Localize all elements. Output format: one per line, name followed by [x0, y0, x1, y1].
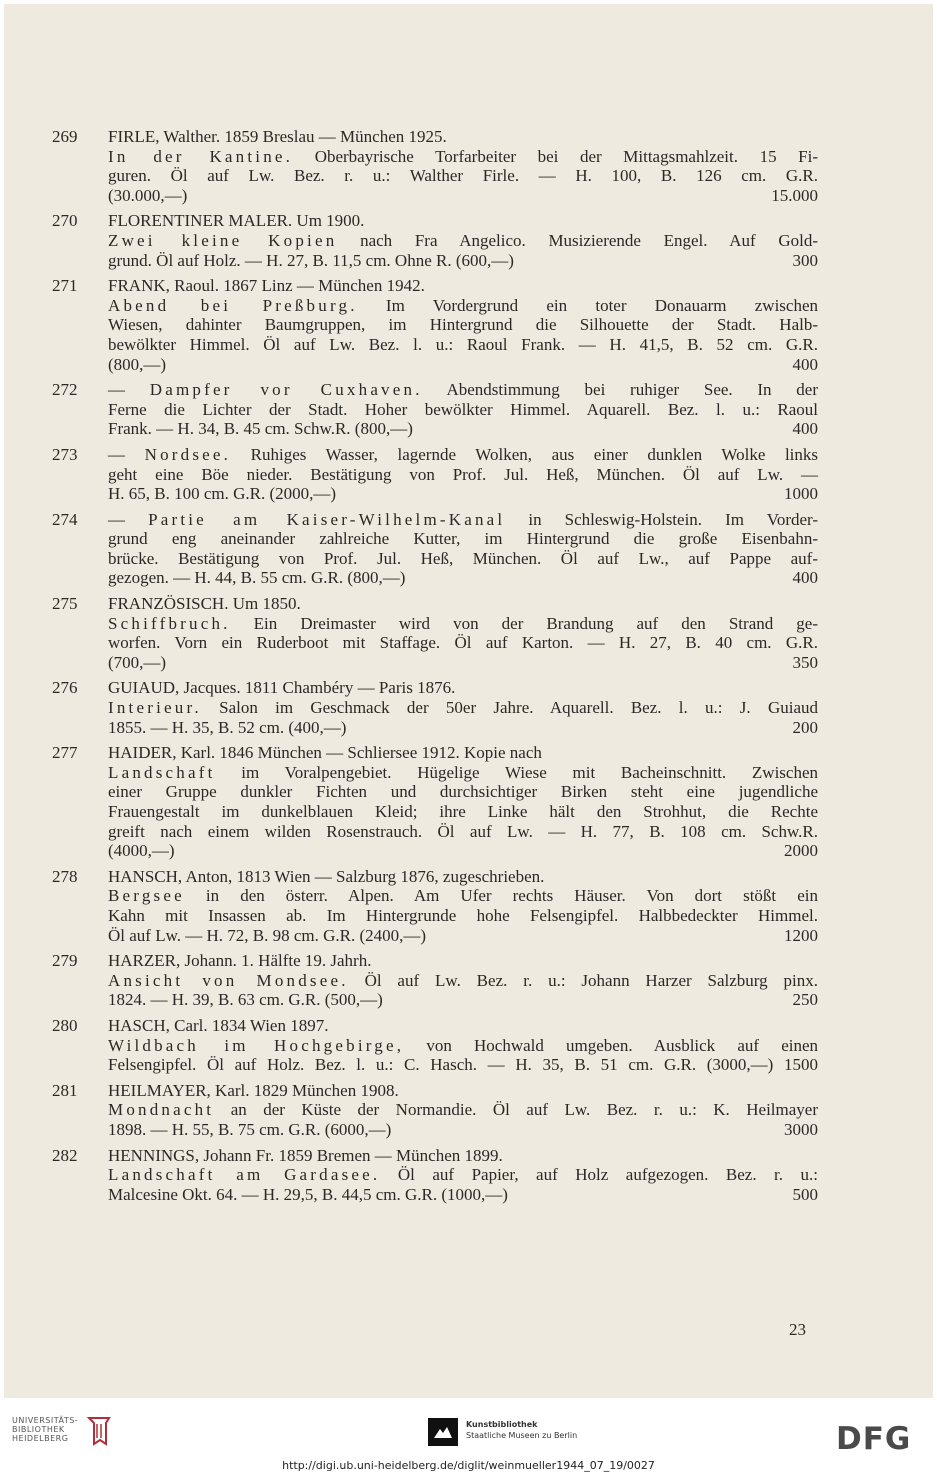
- line-text: [108, 568, 405, 588]
- line-text: [108, 782, 818, 801]
- text-fragment: FRANK, Raoul. 1867 Linz — München 1942.: [108, 276, 425, 296]
- entry-line: [108, 529, 818, 549]
- text-fragment: Oberbayrische Torfarbeiter bei der Mittagsmahlzeit. 15 Fi-: [293, 146, 818, 166]
- entry-heading: [108, 678, 818, 698]
- entry-text: [108, 510, 818, 588]
- line-text: [108, 906, 818, 925]
- line-text: [108, 678, 455, 697]
- text-fragment: Frank. — H. 34, B. 45 cm. Schw.R. (800,—): [108, 419, 413, 439]
- line-text: [108, 211, 364, 230]
- catalog-entry: [52, 867, 818, 945]
- entry-line: [108, 971, 818, 991]
- entry-number: 271: [52, 276, 78, 296]
- entry-number: 275: [52, 594, 78, 614]
- entry-line: [108, 1185, 818, 1205]
- entry-heading: [108, 1016, 818, 1036]
- estimate-price: 1000: [784, 484, 818, 504]
- entry-heading: [108, 211, 818, 231]
- artwork-title: Zwei kleine Kopien: [108, 230, 338, 250]
- entry-line: [108, 802, 818, 822]
- text-fragment: 1855. — H. 35, B. 52 cm. (400,—): [108, 717, 347, 737]
- line-text: [108, 1146, 503, 1165]
- entry-number: 273: [52, 444, 78, 464]
- line-text: [108, 1036, 818, 1055]
- text-fragment: Kahn mit Insassen ab. Im Hintergrunde hohe Felsengipfel. Halbbedeckter Himmel.: [108, 905, 818, 925]
- catalog-entry: [52, 380, 818, 439]
- line-text: [108, 186, 187, 206]
- catalog-entry: [52, 594, 818, 672]
- estimate-price: 250: [792, 990, 818, 1010]
- text-fragment: (800,—): [108, 354, 167, 374]
- entry-line: [108, 166, 818, 186]
- entry-heading: [108, 594, 818, 614]
- estimate-price: 200: [792, 717, 818, 737]
- entry-line: [108, 841, 818, 861]
- entry-line: [108, 886, 818, 906]
- entry-line: [108, 1120, 818, 1140]
- estimate-price: 500: [792, 1184, 818, 1204]
- artwork-title: Abend bei Preßburg.: [108, 295, 358, 315]
- line-text: [108, 594, 301, 613]
- entry-line: [108, 549, 818, 569]
- text-fragment: HANSCH, Anton, 1813 Wien — Salzburg 1876, zugeschrieben.: [108, 866, 545, 886]
- kunstbibliothek-label: [466, 1419, 577, 1441]
- text-fragment: H. 65, B. 100 cm. G.R. (2000,—): [108, 484, 337, 504]
- entry-line: [108, 296, 818, 316]
- entry-line: [108, 1165, 818, 1185]
- catalog-entry: [52, 445, 818, 504]
- artwork-title: Bergsee: [108, 886, 185, 906]
- estimate-price: 300: [792, 250, 818, 270]
- entry-line: [108, 782, 818, 802]
- line-text: [108, 276, 425, 295]
- artwork-title: Ansicht von Mondsee.: [108, 970, 349, 990]
- text-fragment: guren. Öl auf Lw. Bez. r. u.: Walther Firle. — H. 100, B. 126 cm. G.R.: [108, 166, 818, 186]
- text-fragment: FRANZÖSISCH. Um 1850.: [108, 594, 301, 614]
- text-fragment: gezogen. — H. 44, B. 55 cm. G.R. (800,—): [108, 568, 406, 588]
- catalog-list: [52, 127, 818, 1210]
- text-fragment: —: [108, 444, 145, 464]
- catalog-entry: [52, 211, 818, 270]
- entry-line: [108, 633, 818, 653]
- entry-text: [108, 1146, 818, 1205]
- entry-text: [108, 743, 818, 861]
- entry-line: [108, 380, 818, 400]
- entry-number: 276: [52, 678, 78, 698]
- text-fragment: HARZER, Johann. 1. Hälfte 19. Jahrh.: [108, 951, 372, 971]
- footer-bar: [0, 1400, 937, 1473]
- line-text: [108, 802, 818, 821]
- estimate-price: 400: [792, 568, 818, 588]
- line-text: [108, 510, 818, 529]
- line-text: [108, 380, 818, 399]
- line-text: [108, 1120, 391, 1140]
- entry-number: 270: [52, 211, 78, 231]
- kunstbibliothek-name: Kunstbibliothek: [466, 1420, 538, 1429]
- university-logo-line: HEIDELBERG: [12, 1434, 69, 1443]
- entry-line: [108, 147, 818, 167]
- text-fragment: grund eng aneinander zahlreiche Kutter, im Hintergrund die große Eisenbahn-: [108, 529, 818, 549]
- university-logo-line: UNIVERSITÄTS-: [12, 1416, 79, 1425]
- line-text: [108, 951, 371, 970]
- kunstbibliothek-logo-icon[interactable]: [428, 1418, 458, 1446]
- text-fragment: HEILMAYER, Karl. 1829 München 1908.: [108, 1080, 399, 1100]
- text-fragment: Frauengestalt im dunkelblauen Kleid; ihre Linke hält den Strohhut, die Rechte: [108, 802, 818, 821]
- line-text: [108, 926, 426, 946]
- catalog-page: [4, 4, 933, 1398]
- text-fragment: (30.000,—): [108, 185, 188, 205]
- entry-heading: [108, 127, 818, 147]
- entry-number: 277: [52, 743, 78, 763]
- artwork-title: Interieur.: [108, 698, 202, 718]
- estimate-price: 1200: [784, 925, 818, 945]
- line-text: [108, 419, 413, 439]
- entry-heading: [108, 1081, 818, 1101]
- university-library-logo[interactable]: [12, 1416, 78, 1443]
- dfg-logo[interactable]: DFG: [836, 1421, 912, 1457]
- kunstbibliothek-subtitle: Staatliche Museen zu Berlin: [466, 1431, 578, 1440]
- text-fragment: —: [108, 509, 149, 529]
- artwork-title: Partie am Kaiser-Wilhelm-Kanal: [148, 509, 506, 529]
- entry-number: 269: [52, 127, 78, 146]
- entry-line: [108, 763, 818, 783]
- entry-text: [108, 951, 818, 1010]
- entry-number: 272: [52, 380, 78, 400]
- text-fragment: an der Küste der Normandie. Öl auf Lw. Bez. r. u.: K. Heilmayer: [214, 1100, 818, 1120]
- entry-line: [108, 718, 818, 738]
- text-fragment: von Hochwald umgeben. Ausblick auf einen: [404, 1035, 819, 1055]
- line-text: [108, 166, 818, 185]
- entry-text: [108, 276, 818, 374]
- line-text: [108, 147, 818, 166]
- line-text: [108, 315, 818, 334]
- line-text: [108, 886, 818, 905]
- line-text: [108, 549, 818, 568]
- estimate-price: 2000: [784, 841, 818, 861]
- catalog-entry: [52, 951, 818, 1010]
- line-text: [108, 1100, 818, 1119]
- text-fragment: nach Fra Angelico. Musizierende Engel. Auf Gold-: [337, 230, 818, 250]
- entry-number: 279: [52, 951, 78, 971]
- entry-line: [108, 231, 818, 251]
- text-fragment: in Schleswig-Holstein. Im Vorder-: [505, 509, 819, 529]
- entry-heading: [108, 276, 818, 296]
- entry-heading: [108, 1146, 818, 1166]
- line-text: [108, 231, 818, 250]
- line-text: [108, 763, 818, 782]
- text-fragment: geht eine Böe nieder. Bestätigung von Prof. Jul. Heß, München. Öl auf Lw. —: [108, 464, 818, 484]
- entry-heading: [108, 951, 818, 971]
- entry-line: [108, 186, 818, 206]
- entry-line: [108, 510, 818, 530]
- permalink-url[interactable]: http://digi.ub.uni-heidelberg.de/diglit/weinmueller1944_07_19/0027: [282, 1459, 655, 1472]
- text-fragment: HAIDER, Karl. 1846 München — Schliersee 1912. Kopie nach: [108, 743, 542, 763]
- entry-heading: [108, 867, 818, 887]
- text-fragment: grund. Öl auf Holz. — H. 27, B. 11,5 cm. Ohne R. (600,—): [108, 250, 514, 270]
- entry-line: [108, 990, 818, 1010]
- entry-line: [108, 419, 818, 439]
- line-text: [108, 822, 818, 841]
- line-text: [108, 484, 336, 504]
- entry-line: [108, 1055, 818, 1075]
- entry-heading: [108, 743, 818, 763]
- entry-text: [108, 127, 818, 205]
- line-text: [108, 296, 818, 315]
- entry-line: [108, 698, 818, 718]
- text-fragment: 1824. — H. 39, B. 63 cm. G.R. (500,—): [108, 990, 383, 1010]
- estimate-price: 400: [792, 419, 818, 439]
- catalog-entry: [52, 127, 818, 205]
- text-fragment: Ferne die Lichter der Stadt. Hoher bewölkter Himmel. Aquarell. Bez. l. u.: Raoul: [108, 399, 818, 419]
- line-text: [108, 841, 175, 861]
- artwork-title: In der Kantine.: [108, 146, 294, 166]
- text-fragment: FIRLE, Walther. 1859 Breslau — München 1925.: [108, 127, 447, 146]
- catalog-entry: [52, 276, 818, 374]
- text-fragment: Öl auf Lw. — H. 72, B. 98 cm. G.R. (2400,—): [108, 925, 427, 945]
- entry-text: [108, 380, 818, 439]
- artwork-title: Nordsee.: [144, 444, 232, 464]
- university-logo-line: BIBLIOTHEK: [12, 1425, 65, 1434]
- line-text: [108, 251, 514, 271]
- line-text: [108, 990, 383, 1010]
- text-fragment: greift nach einem wilden Rosenstrauch. Öl auf Lw. — H. 77, B. 108 cm. Schw.R.: [108, 821, 818, 841]
- catalog-entry: [52, 743, 818, 861]
- catalog-entry: [52, 1081, 818, 1140]
- text-fragment: einer Gruppe dunkler Fichten und durchsichtiger Birken steht eine jugendliche: [108, 782, 818, 802]
- line-text: [108, 718, 346, 738]
- text-fragment: —: [108, 380, 150, 400]
- text-fragment: Im Vordergrund ein toter Donauarm zwischen: [357, 295, 819, 315]
- artwork-title: Landschaft: [108, 762, 216, 782]
- text-fragment: bewölkter Himmel. Öl auf Lw. Bez. l. u.: Raoul Frank. — H. 41,5, B. 52 cm. G.R.: [108, 334, 818, 354]
- text-fragment: 1898. — H. 55, B. 75 cm. G.R. (6000,—): [108, 1119, 392, 1139]
- artwork-title: Dampfer vor Cuxhaven.: [149, 380, 423, 400]
- entry-line: [108, 568, 818, 588]
- catalog-entry: [52, 1016, 818, 1075]
- entry-line: [108, 1036, 818, 1056]
- entry-line: [108, 822, 818, 842]
- text-fragment: Felsengipfel. Öl auf Holz. Bez. l. u.: C. Hasch. — H. 35, B. 51 cm. G.R. (3000,—) 1500: [108, 1055, 818, 1075]
- entry-line: [108, 335, 818, 355]
- entry-text: [108, 1081, 818, 1140]
- entry-text: [108, 211, 818, 270]
- text-fragment: brücke. Bestätigung von Prof. Jul. Heß, München. Öl auf Lw., auf Pappe auf-: [108, 548, 818, 568]
- entry-line: [108, 445, 818, 465]
- line-text: [108, 445, 818, 464]
- estimate-price: 3000: [784, 1119, 818, 1139]
- artwork-title: Mondnacht: [108, 1100, 215, 1120]
- entry-text: [108, 1016, 818, 1075]
- line-text: [108, 653, 166, 673]
- artwork-title: Landschaft am Gardasee.: [108, 1165, 381, 1185]
- line-text: [108, 867, 544, 886]
- entry-line: [108, 251, 818, 271]
- estimate-price: 15.000: [771, 185, 818, 205]
- text-fragment: worfen. Vorn ein Ruderboot mit Staffage. Öl auf Karton. — H. 27, B. 40 cm. G.R.: [108, 633, 818, 653]
- estimate-price: 350: [792, 652, 818, 672]
- entry-text: [108, 867, 818, 945]
- line-text: [108, 633, 818, 652]
- line-text: [108, 614, 818, 633]
- entry-line: [108, 653, 818, 673]
- text-fragment: Öl auf Papier, auf Holz aufgezogen. Bez. r. u.:: [380, 1165, 819, 1185]
- text-fragment: Ruhiges Wasser, lagernde Wolken, aus einer dunklen Wolke links: [231, 444, 819, 464]
- text-fragment: im Voralpengebiet. Hügelige Wiese mit Bacheinschnitt. Zwischen: [215, 762, 818, 782]
- catalog-entry: [52, 510, 818, 588]
- line-text: [108, 400, 818, 419]
- estimate-price: 400: [792, 354, 818, 374]
- line-text: [108, 1081, 399, 1100]
- catalog-entry: [52, 678, 818, 737]
- text-fragment: Salon im Geschmack der 50er Jahre. Aquarell. Bez. l. u.: J. Guiaud: [201, 698, 818, 718]
- text-fragment: Wiesen, dahinter Baumgruppen, im Hintergrund die Silhouette der Stadt. Halb-: [108, 315, 818, 335]
- entry-line: [108, 1100, 818, 1120]
- line-text: [108, 465, 818, 484]
- entry-line: [108, 465, 818, 485]
- text-fragment: Malcesine Okt. 64. — H. 29,5, B. 44,5 cm. G.R. (1000,—): [108, 1184, 508, 1204]
- entry-line: [108, 315, 818, 335]
- text-fragment: Abendstimmung bei ruhiger See. In der: [422, 380, 818, 400]
- entry-line: [108, 926, 818, 946]
- line-text: [108, 529, 818, 548]
- text-fragment: HENNINGS, Johann Fr. 1859 Bremen — München 1899.: [108, 1145, 503, 1165]
- page-number: 23: [789, 1320, 806, 1339]
- entry-text: [108, 445, 818, 504]
- line-text: [108, 335, 818, 354]
- text-fragment: (4000,—): [108, 841, 175, 861]
- line-text: [108, 743, 542, 762]
- line-text: [108, 1016, 328, 1035]
- entry-line: [108, 614, 818, 634]
- entry-number: 280: [52, 1015, 78, 1035]
- line-text: [108, 698, 818, 717]
- text-fragment: in den österr. Alpen. Am Ufer rechts Häuser. Von dort stößt ein: [184, 886, 818, 906]
- line-text: [108, 355, 166, 375]
- catalog-entry: [52, 1146, 818, 1205]
- artwork-title: Wildbach im Hochgebirge,: [108, 1035, 405, 1055]
- text-fragment: Ein Dreimaster wird von der Brandung auf den Strand ge-: [230, 613, 818, 633]
- entry-number: 274: [52, 509, 78, 529]
- artwork-title: Schiffbruch.: [108, 613, 231, 633]
- entry-text: [108, 678, 818, 737]
- line-text: [108, 1185, 508, 1205]
- line-text: [108, 1055, 818, 1074]
- entry-line: [108, 400, 818, 420]
- entry-line: [108, 906, 818, 926]
- line-text: [108, 127, 447, 146]
- university-seal-icon: [86, 1414, 112, 1446]
- text-fragment: (700,—): [108, 652, 167, 672]
- text-fragment: FLORENTINER MALER. Um 1900.: [108, 211, 365, 231]
- entry-line: [108, 355, 818, 375]
- text-fragment: HASCH, Carl. 1834 Wien 1897.: [108, 1015, 329, 1035]
- entry-number: 278: [52, 866, 78, 886]
- text-fragment: Öl auf Lw. Bez. r. u.: Johann Harzer Salzburg pinx.: [348, 970, 818, 990]
- entry-text: [108, 594, 818, 672]
- text-fragment: GUIAUD, Jacques. 1811 Chambéry — Paris 1876.: [108, 678, 456, 698]
- entry-number: 282: [52, 1145, 78, 1165]
- line-text: [108, 971, 818, 990]
- entry-number: 281: [52, 1080, 78, 1100]
- entry-line: [108, 484, 818, 504]
- line-text: [108, 1165, 818, 1184]
